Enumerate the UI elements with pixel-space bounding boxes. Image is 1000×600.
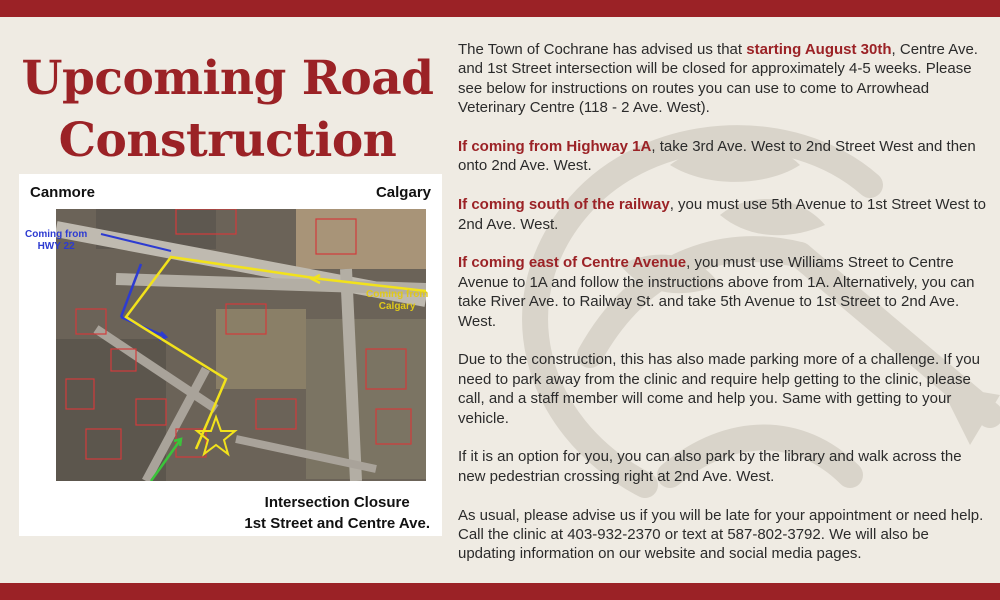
page-title [20,48,435,172]
map-caption [244,492,430,534]
centre-text: , you must use Williams Street to Centre Avenue to 1A and follow the instructions above from 1A. Alternatively, you can take River Ave. to Railway St. and take 5th Avenue to 1st Street to 2nd Ave. West. [458,254,975,330]
annotation-hwy22-line-1: Coming from [25,229,88,240]
paragraph-highway [458,137,988,176]
annotation-hwy22-line-2: HWY 22 [37,241,75,252]
paragraph-parking: Due to the construction, this has also made parking more of a challenge. If you need to park away from the clinic and require help getting to the clinic, please call, and a staff member will come and help you. Same with getting to your vehicle. [458,351,980,427]
highway-text: , take 3rd Ave. West to 2nd Street West and then onto 2nd Ave. West. [458,138,976,175]
highway-highlight: If coming from Highway 1A [458,138,652,156]
intro-highlight: starting August 30th [746,41,892,58]
centre-highlight: If coming east of Centre Avenue [458,254,687,272]
intro-text-after: , Centre Ave. and 1st Street intersection will be closed for approximately 4-5 weeks. Please see below for instructions on routes you can use to come to Arrowhead Veterinary Centre (118 - 2 Ave. West). [458,41,978,117]
paragraph-library: If it is an option for you, you can also park by the library and walk across the new pedestrian crossing right at 2nd Ave. West. [458,448,962,485]
paragraph-railway [458,195,988,234]
title-line-2: Construction [58,113,397,168]
map-label-calgary: Calgary [375,184,431,201]
railway-text: , you must use 5th Avenue to 1st Street West to 2nd Ave. West. [458,196,986,233]
title-line-1: Upcoming Road [21,51,434,106]
map-label-canmore: Canmore [30,184,96,201]
bottom-accent-bar [0,583,1000,600]
map-annotation-hwy22 [25,229,87,253]
annotation-calgary-line-2: Calgary [378,301,416,312]
paragraph-intro [458,40,988,118]
paragraph-centre [458,253,988,331]
paragraph-closing: As usual, please advise us if you will be late for your appointment or need help. Call the clinic at 403-932-2370 or text at 587-802-3792. We will also be updating information on our website and social media pages. [458,506,984,563]
caption-line-1: Intersection Closure [264,494,410,511]
map-annotation-calgary [366,289,428,313]
annotation-calgary-line-1: Coming from [366,289,429,300]
map-card [19,174,442,536]
top-accent-bar [0,0,1000,17]
notice-body [458,40,988,583]
caption-line-2: 1st Street and Centre Ave. [244,515,430,532]
aerial-map [56,209,429,481]
intro-text-before: The Town of Cochrane has advised us that [458,41,747,58]
railway-highlight: If coming south of the railway [458,196,670,214]
